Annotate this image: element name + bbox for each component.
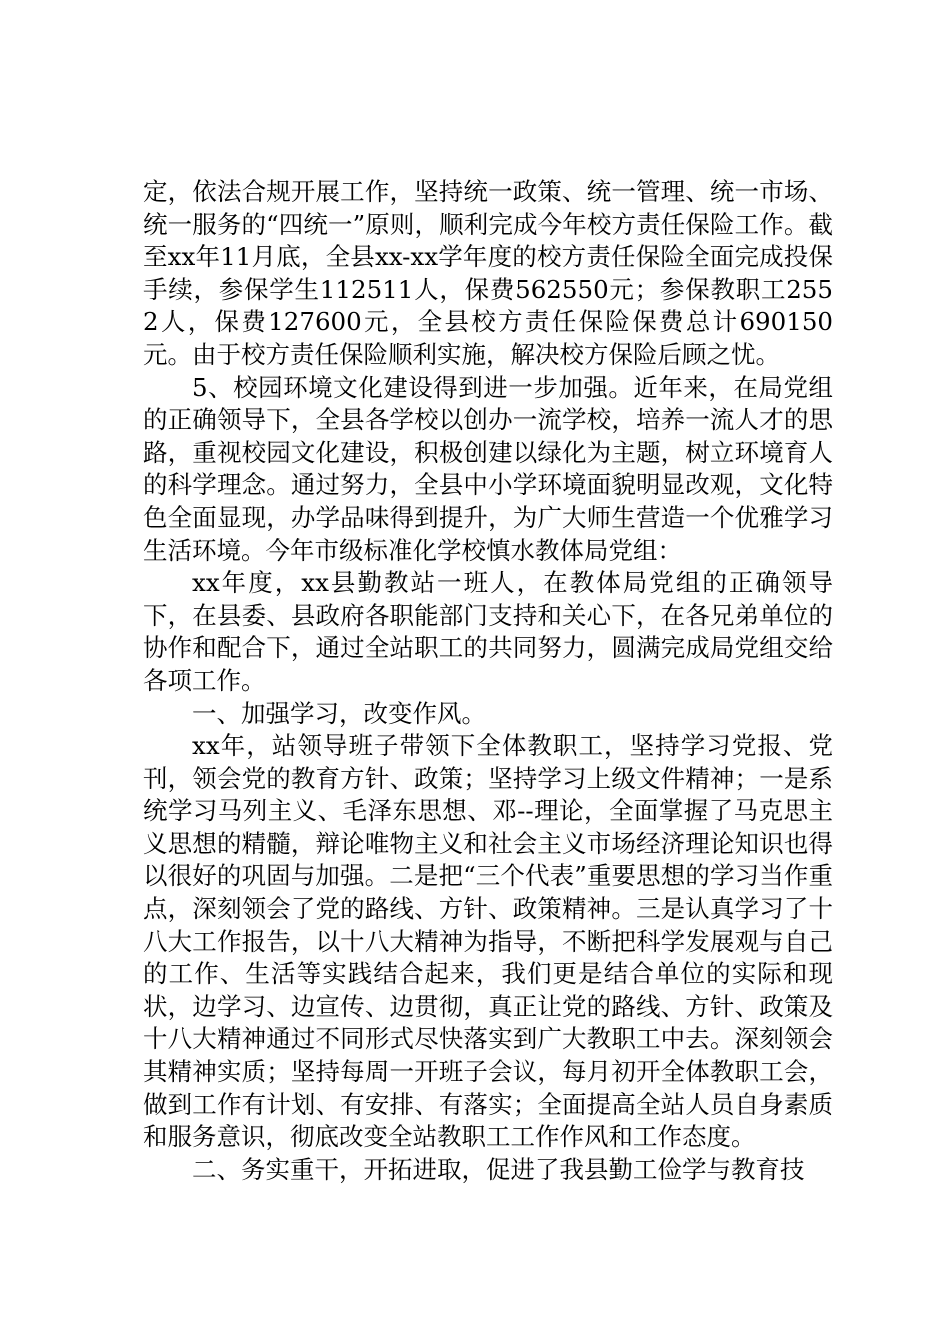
document-page	[143, 176, 833, 1186]
section-heading-study: 一、加强学习，改变作风。	[192, 698, 486, 728]
paragraph-insurance-summary: 定，依法合规开展工作，坚持统一政策、统一管理、统一市场、统一服务的“四统一”原则，顺利完成今年校方责任保险工作。截至xx年11月底，全县xx-xx学年度的校方责任保险全面完成投保手续，参保学生112511人，保费562550元；参保教职工2552人，保费127600元，全县校方责任保险保费总计690150元。由于校方责任保险顺利实施，解决校方保险后顾之忧。	[143, 177, 833, 369]
paragraph-annual-overview: xx年度，xx县勤教站一班人，在教体局党组的正确领导下，在县委、县政府各职能部门支持和关心下，在各兄弟单位的协作和配合下，通过全站职工的共同努力，圆满完成局党组交给各项工作。	[143, 568, 833, 695]
section-heading-work: 二、务实重干，开拓进取，促进了我县勤工俭学与教育技	[192, 1154, 805, 1184]
paragraph-study-details: xx年，站领导班子带领下全体教职工，坚持学习党报、党刊，领会党的教育方针、政策；坚持学习上级文件精神；一是系统学习马列主义、毛泽东思想、邓--理论，全面掌握了马克思主义思想的精髓，辩论唯物主义和社会主义市场经济理论知识也得以很好的巩固与加强。二是把“三个代表”重要思想的学习当作重点，深刻领会了党的路线、方针、政策精神。三是认真学习了十八大工作报告，以十八大精神为指导，不断把科学发展观与自己的工作、生活等实践结合起来，我们更是结合单位的实际和现状，边学习、边宣传、边贯彻，真正让党的路线、方针、政策及十八大精神通过不同形式尽快落实到广大教职工中去。深刻领会其精神实质；坚持每周一开班子会议，每月初开全体教职工会，做到工作有计划、有安排、有落实；全面提高全站人员自身素质和服务意识，彻底改变全站教职工工作作风和工作态度。	[143, 731, 833, 1152]
paragraph-campus-culture: 5、校园环境文化建设得到进一步加强。近年来，在局党组的正确领导下，全县各学校以创办一流学校，培养一流人才的思路，重视校园文化建设，积极创建以绿化为主题，树立环境育人的科学理念。通过努力，全县中小学环境面貌明显改观，文化特色全面显现，办学品味得到提升，为广大师生营造一个优雅学习生活环境。今年市级标准化学校慎水教体局党组：	[143, 372, 833, 565]
